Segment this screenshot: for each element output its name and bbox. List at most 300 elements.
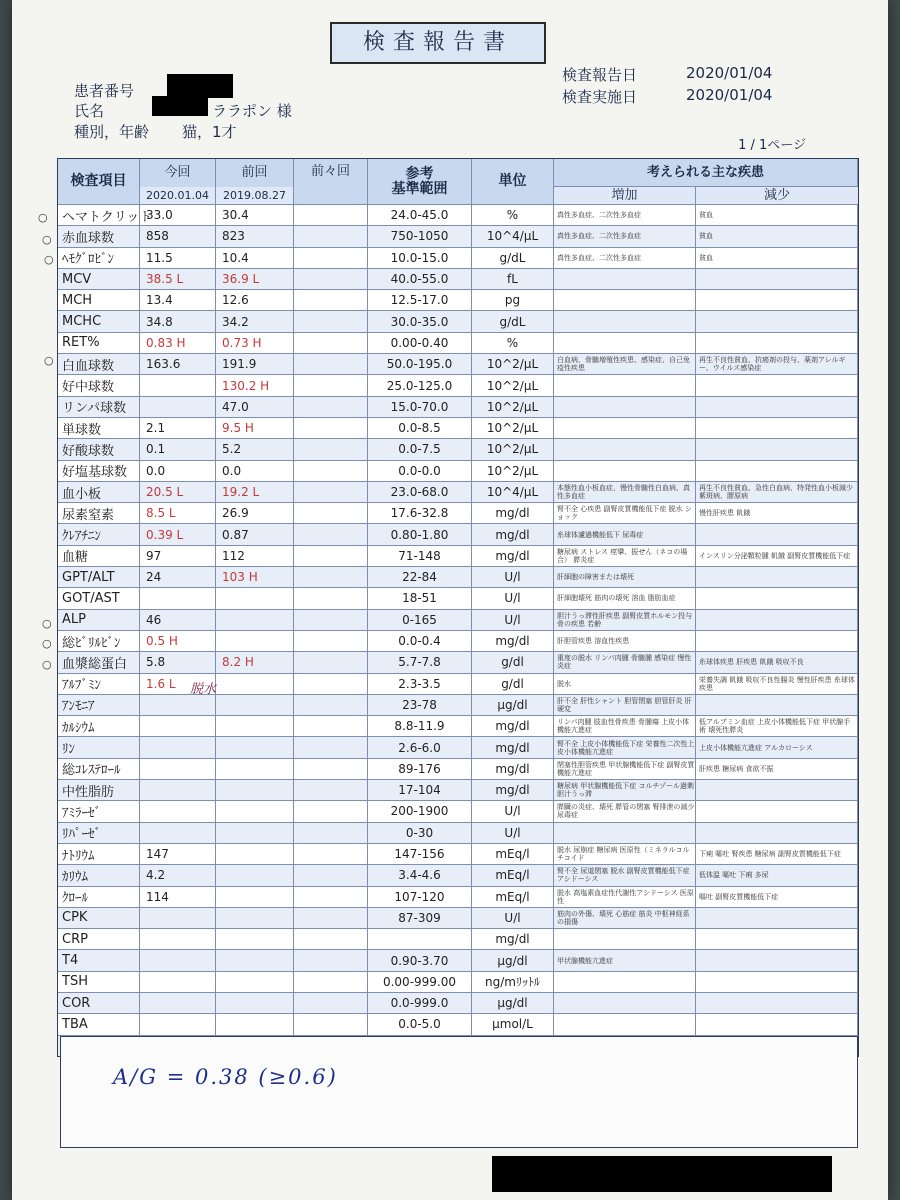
unit: mg/dl (472, 524, 554, 544)
current-value (140, 1014, 216, 1034)
table-row (58, 566, 858, 587)
current-value (140, 759, 216, 779)
decrease-diseases (696, 631, 858, 651)
reference-range: 0.0-999.0 (368, 993, 472, 1013)
table-row (58, 673, 858, 694)
reference-range: 200-1900 (368, 801, 472, 821)
previous-value: 8.2 H (216, 652, 294, 672)
before-previous-value (294, 716, 368, 736)
previous-value (216, 865, 294, 885)
previous-value (216, 972, 294, 992)
unit: g/dL (472, 248, 554, 268)
increase-diseases: 脱水 尿崩症 糖尿病 医原性（ミネラルコルチコイド (554, 844, 696, 864)
increase-diseases (554, 375, 696, 395)
reference-range: 0.80-1.80 (368, 524, 472, 544)
unit: mg/dl (472, 503, 554, 523)
current-value: 0.39 L (140, 524, 216, 544)
increase-diseases: 閉塞性胆管疾患 甲状腺機能低下症 副腎皮質機能亢進症 (554, 759, 696, 779)
table-row (58, 928, 858, 949)
test-name: ｱﾝﾓﾆｱ (58, 695, 140, 715)
decrease-diseases (696, 567, 858, 587)
previous-value (216, 993, 294, 1013)
current-value (140, 695, 216, 715)
table-row (58, 247, 858, 268)
previous-value (216, 695, 294, 715)
current-value: 38.5 L (140, 269, 216, 289)
reference-range: 750-1050 (368, 226, 472, 246)
current-value (140, 737, 216, 757)
reference-range: 15.0-70.0 (368, 397, 472, 417)
unit: pg (472, 290, 554, 310)
unit: U/l (472, 801, 554, 821)
test-name: 血小板 (58, 482, 140, 502)
decrease-diseases: インスリン分泌顆粒腫 飢餓 副腎皮質機能低下症 (696, 546, 858, 566)
reference-range: 12.5-17.0 (368, 290, 472, 310)
unit: U/l (472, 610, 554, 630)
table-row (58, 822, 858, 843)
current-value: 13.4 (140, 290, 216, 310)
increase-diseases (554, 972, 696, 992)
patient-no-label: 患者番号 (74, 82, 135, 100)
exam-date: 2020/01/04 (686, 86, 773, 104)
table-row (58, 864, 858, 885)
current-value (140, 908, 216, 928)
decrease-diseases (696, 780, 858, 800)
unit: mg/dl (472, 780, 554, 800)
before-previous-value (294, 418, 368, 438)
table-row (58, 268, 858, 289)
table-row (58, 971, 858, 992)
increase-diseases: 肝細胞の障害または壊死 (554, 567, 696, 587)
decrease-diseases (696, 397, 858, 417)
test-name: 好塩基球数 (58, 461, 140, 481)
reference-range: 0.0-8.5 (368, 418, 472, 438)
table-row (58, 460, 858, 481)
previous-value (216, 759, 294, 779)
previous-value (216, 737, 294, 757)
decrease-diseases (696, 418, 858, 438)
previous-value (216, 823, 294, 843)
table-row (58, 907, 858, 928)
decrease-diseases (696, 311, 858, 331)
before-previous-value (294, 503, 368, 523)
decrease-diseases: 慢性肝疾患 飢餓 (696, 503, 858, 523)
test-name: ALP (58, 610, 140, 630)
reference-range: 25.0-125.0 (368, 375, 472, 395)
previous-value (216, 908, 294, 928)
previous-value (216, 950, 294, 970)
test-name: ｶﾙｼｳﾑ (58, 716, 140, 736)
table-row (58, 417, 858, 438)
before-previous-value (294, 333, 368, 353)
increase-diseases: 胆汁うっ滞性肝疾患 副腎皮質ホルモン投与 骨の疾患 若齢 (554, 610, 696, 630)
current-value: 114 (140, 887, 216, 907)
reference-range (368, 929, 472, 949)
unit: % (472, 205, 554, 225)
before-previous-value (294, 205, 368, 225)
increase-diseases (554, 461, 696, 481)
test-name: ｱﾙﾌﾞﾐﾝ (58, 674, 140, 694)
before-previous-value (294, 461, 368, 481)
table-row (58, 630, 858, 651)
decrease-diseases (696, 993, 858, 1013)
header-disease: 考えられる主な疾患 (554, 159, 858, 187)
table-row (58, 694, 858, 715)
current-value: 97 (140, 546, 216, 566)
test-name: GOT/AST (58, 588, 140, 608)
decrease-diseases (696, 290, 858, 310)
increase-diseases (554, 993, 696, 1013)
increase-diseases: 糖尿病 ストレス 痙攣、振せん（ネコの場合） 膵炎症 (554, 546, 696, 566)
header-previous-date: 2019.08.27 (216, 187, 294, 204)
previous-value: 10.4 (216, 248, 294, 268)
decrease-diseases: 低アルブミン血症 上皮小体機能低下症 甲状腺手術 壊死性膵炎 (696, 716, 858, 736)
decrease-diseases (696, 439, 858, 459)
previous-value (216, 674, 294, 694)
previous-value (216, 844, 294, 864)
reference-range: 0-30 (368, 823, 472, 843)
previous-value (216, 610, 294, 630)
before-previous-value (294, 290, 368, 310)
current-value (140, 588, 216, 608)
test-name: CPK (58, 908, 140, 928)
previous-value: 34.2 (216, 311, 294, 331)
previous-value: 5.2 (216, 439, 294, 459)
decrease-diseases (696, 269, 858, 289)
previous-value: 191.9 (216, 354, 294, 374)
increase-diseases: 糸球体濾過機能低下 尿毒症 (554, 524, 696, 544)
reference-range: 17-104 (368, 780, 472, 800)
increase-diseases: 真性多血症、二次性多血症 (554, 248, 696, 268)
table-body (58, 204, 858, 1056)
previous-value (216, 780, 294, 800)
decrease-diseases: 嘔吐 副腎皮質機能低下症 (696, 887, 858, 907)
pen-circle-mark: ○ (42, 617, 52, 630)
table-row (58, 992, 858, 1013)
current-value: 11.5 (140, 248, 216, 268)
before-previous-value (294, 397, 368, 417)
test-name: GPT/ALT (58, 567, 140, 587)
decrease-diseases: 栄養失調 飢餓 吸収不良性腸炎 慢性肝疾患 糸球体疾患 (696, 674, 858, 694)
unit: ng/mﾘｯﾄﾙ (472, 972, 554, 992)
previous-value: 0.73 H (216, 333, 294, 353)
redaction-box (152, 96, 208, 116)
previous-value: 47.0 (216, 397, 294, 417)
before-previous-value (294, 567, 368, 587)
table-row (58, 609, 858, 630)
increase-diseases: 腎不全 上皮小体機能低下症 栄養性二次性上皮小体機能亢進症 (554, 737, 696, 757)
before-previous-value (294, 759, 368, 779)
reference-range: 0.00-999.00 (368, 972, 472, 992)
unit: μg/dl (472, 695, 554, 715)
increase-diseases: 肝不全 肝性シャント 胆管閉塞 胆管肝炎 肝硬変 (554, 695, 696, 715)
decrease-diseases: 下痢 嘔吐 腎疾患 糖尿病 副腎皮質機能低下症 (696, 844, 858, 864)
test-name: MCHC (58, 311, 140, 331)
unit: mg/dl (472, 737, 554, 757)
reference-range: 89-176 (368, 759, 472, 779)
increase-diseases: 糖尿病 甲状腺機能低下症 コルチゾール過剰 胆汁うっ滞 (554, 780, 696, 800)
decrease-diseases (696, 588, 858, 608)
table-row (58, 587, 858, 608)
header-decrease: 減少 (763, 187, 790, 203)
previous-value: 823 (216, 226, 294, 246)
unit: 10^4/μL (472, 226, 554, 246)
reference-range: 40.0-55.0 (368, 269, 472, 289)
test-name: 血糖 (58, 546, 140, 566)
current-value: 1.6 L (140, 674, 216, 694)
test-name: 血漿総蛋白 (58, 652, 140, 672)
current-value: 8.5 L (140, 503, 216, 523)
table-row (58, 353, 858, 374)
header-increase: 増加 (554, 187, 696, 204)
pen-circle-mark: ○ (42, 233, 52, 246)
reference-range: 30.0-35.0 (368, 311, 472, 331)
header-before-previous: 前々回 (294, 159, 368, 204)
test-name: ﾘﾝ (58, 737, 140, 757)
previous-value: 0.0 (216, 461, 294, 481)
before-previous-value (294, 652, 368, 672)
current-value: 20.5 L (140, 482, 216, 502)
unit: 10^2/μL (472, 354, 554, 374)
current-value: 5.8 (140, 652, 216, 672)
test-name: 単球数 (58, 418, 140, 438)
reference-range: 22-84 (368, 567, 472, 587)
current-value: 46 (140, 610, 216, 630)
reference-range: 0.0-7.5 (368, 439, 472, 459)
test-name: MCV (58, 269, 140, 289)
previous-value (216, 887, 294, 907)
decrease-diseases: 上皮小体機能亢進症 アルカローシス (696, 737, 858, 757)
decrease-diseases: 貧血 (696, 226, 858, 246)
header-previous: 前回 (216, 159, 294, 187)
report-date-label: 検査報告日 (562, 66, 638, 84)
page-number: 1 / 1ページ (738, 138, 806, 153)
before-previous-value (294, 908, 368, 928)
decrease-diseases (696, 823, 858, 843)
test-name: TBA (58, 1014, 140, 1034)
unit: μg/dl (472, 950, 554, 970)
unit: mg/dl (472, 716, 554, 736)
reference-range: 71-148 (368, 546, 472, 566)
reference-range: 8.8-11.9 (368, 716, 472, 736)
reference-range: 5.7-7.8 (368, 652, 472, 672)
test-name: ﾍﾓｸﾞﾛﾋﾞﾝ (58, 248, 140, 268)
unit: mg/dl (472, 546, 554, 566)
test-name: 総ｺﾚｽﾃﾛｰﾙ (58, 759, 140, 779)
header-item: 検査項目 (58, 159, 140, 204)
previous-value: 130.2 H (216, 375, 294, 395)
current-value (140, 716, 216, 736)
table-row (58, 204, 858, 225)
test-name: ｶﾘｳﾑ (58, 865, 140, 885)
reference-range: 0-165 (368, 610, 472, 630)
unit: mg/dl (472, 759, 554, 779)
reference-range: 3.4-4.6 (368, 865, 472, 885)
decrease-diseases (696, 1014, 858, 1034)
decrease-diseases (696, 375, 858, 395)
current-value (140, 972, 216, 992)
before-previous-value (294, 482, 368, 502)
unit: fL (472, 269, 554, 289)
unit: g/dl (472, 652, 554, 672)
reference-range: 0.00-0.40 (368, 333, 472, 353)
previous-value (216, 801, 294, 821)
test-name: COR (58, 993, 140, 1013)
current-value: 147 (140, 844, 216, 864)
before-previous-value (294, 524, 368, 544)
decrease-diseases (696, 610, 858, 630)
table-row (58, 545, 858, 566)
increase-diseases: 白血病、骨髄増殖性疾患、感染症、自己免疫性疾患 (554, 354, 696, 374)
species-value: 猫，1才 (182, 123, 237, 141)
redaction-box (492, 1156, 832, 1192)
increase-diseases (554, 311, 696, 331)
unit: 10^2/μL (472, 418, 554, 438)
unit: 10^2/μL (472, 461, 554, 481)
patient-name: ララポン 様 (212, 102, 292, 120)
decrease-diseases (696, 972, 858, 992)
current-value: 34.8 (140, 311, 216, 331)
increase-diseases: 腎不全 尿道閉塞 脱水 副腎皮質機能低下症 アシドーシス (554, 865, 696, 885)
header-reference: 参考 基準範囲 (368, 159, 472, 204)
increase-diseases: 真性多血症、二次性多血症 (554, 226, 696, 246)
previous-value (216, 929, 294, 949)
table-row (58, 886, 858, 907)
increase-diseases (554, 823, 696, 843)
test-name: MCH (58, 290, 140, 310)
current-value: 163.6 (140, 354, 216, 374)
unit: U/l (472, 588, 554, 608)
decrease-diseases: 貧血 (696, 205, 858, 225)
decrease-diseases: 肝疾患 糖尿病 食欲不振 (696, 759, 858, 779)
current-value: 0.0 (140, 461, 216, 481)
unit: mg/dl (472, 929, 554, 949)
table-row (58, 736, 858, 757)
reference-range: 2.3-3.5 (368, 674, 472, 694)
increase-diseases: 本態性血小板血症、慢性骨髄性白血病、真性多血症 (554, 482, 696, 502)
test-name: 総ﾋﾞﾘﾙﾋﾞﾝ (58, 631, 140, 651)
previous-value: 9.5 H (216, 418, 294, 438)
current-value (140, 929, 216, 949)
table-row (58, 310, 858, 331)
unit: 10^2/μL (472, 397, 554, 417)
table-row (58, 1013, 858, 1034)
unit: mEq/l (472, 865, 554, 885)
increase-diseases (554, 290, 696, 310)
reference-range: 0.90-3.70 (368, 950, 472, 970)
increase-diseases: 脱水 高塩素血症性代謝性アシドーシス 医原性 (554, 887, 696, 907)
decrease-diseases: 糸球体疾患 肝疾患 飢餓 吸収不良 (696, 652, 858, 672)
test-name: ﾘﾊﾟｰｾﾞ (58, 823, 140, 843)
current-value: 33.0 (140, 205, 216, 225)
table-row (58, 481, 858, 502)
unit: 10^2/μL (472, 439, 554, 459)
increase-diseases: 筋肉の外傷、壊死 心筋症 筋炎 中枢神経系の損傷 (554, 908, 696, 928)
current-value: 24 (140, 567, 216, 587)
before-previous-value (294, 248, 368, 268)
previous-value: 0.87 (216, 524, 294, 544)
reference-range: 107-120 (368, 887, 472, 907)
table-row (58, 289, 858, 310)
reference-range: 50.0-195.0 (368, 354, 472, 374)
before-previous-value (294, 269, 368, 289)
before-previous-value (294, 887, 368, 907)
previous-value (216, 588, 294, 608)
test-name: ｸﾛｰﾙ (58, 887, 140, 907)
increase-diseases (554, 929, 696, 949)
test-name: ｸﾚｱﾁﾆﾝ (58, 524, 140, 544)
previous-value (216, 716, 294, 736)
previous-value: 19.2 L (216, 482, 294, 502)
reference-range: 0.0-0.0 (368, 461, 472, 481)
test-name: リンパ球数 (58, 397, 140, 417)
decrease-diseases: 貧血 (696, 248, 858, 268)
pen-circle-mark: ○ (44, 253, 54, 266)
previous-value: 112 (216, 546, 294, 566)
current-value (140, 780, 216, 800)
reference-range: 2.6-6.0 (368, 737, 472, 757)
reference-range: 23.0-68.0 (368, 482, 472, 502)
reference-range: 18-51 (368, 588, 472, 608)
table-row (58, 396, 858, 417)
increase-diseases (554, 333, 696, 353)
report-date: 2020/01/04 (686, 64, 773, 82)
test-name: 赤血球数 (58, 226, 140, 246)
unit: g/dl (472, 674, 554, 694)
unit: μg/dl (472, 993, 554, 1013)
test-name: ｱﾐﾗｰｾﾞ (58, 801, 140, 821)
before-previous-value (294, 674, 368, 694)
test-name: RET% (58, 333, 140, 353)
unit: 10^2/μL (472, 375, 554, 395)
before-previous-value (294, 375, 368, 395)
header-current: 今回 (140, 159, 216, 187)
before-previous-value (294, 972, 368, 992)
test-name: T4 (58, 950, 140, 970)
increase-diseases: 甲状腺機能亢進症 (554, 950, 696, 970)
current-value: 858 (140, 226, 216, 246)
exam-date-label: 検査実施日 (562, 88, 638, 106)
unit: 10^4/μL (472, 482, 554, 502)
increase-diseases: リンパ肉腫 肢血性骨疾患 骨腫瘍 上皮小体機能亢進症 (554, 716, 696, 736)
before-previous-value (294, 865, 368, 885)
unit: U/l (472, 908, 554, 928)
increase-diseases: 脱水 (554, 674, 696, 694)
table-subheader (58, 187, 858, 204)
before-previous-value (294, 546, 368, 566)
test-name: TSH (58, 972, 140, 992)
table-row (58, 779, 858, 800)
test-name: 白血球数 (58, 354, 140, 374)
redaction-box (167, 74, 233, 98)
before-previous-value (294, 737, 368, 757)
current-value (140, 950, 216, 970)
reference-range: 23-78 (368, 695, 472, 715)
species-label: 種別，年齢 (74, 123, 150, 141)
decrease-diseases (696, 524, 858, 544)
before-previous-value (294, 1014, 368, 1034)
increase-diseases: 肝胆管疾患 溶血性疾患 (554, 631, 696, 651)
test-name: ﾅﾄﾘｳﾑ (58, 844, 140, 864)
pen-circle-mark: ○ (42, 658, 52, 671)
unit: % (472, 333, 554, 353)
before-previous-value (294, 311, 368, 331)
pen-circle-mark: ○ (42, 637, 52, 650)
table-row (58, 843, 858, 864)
current-value: 2.1 (140, 418, 216, 438)
previous-value (216, 631, 294, 651)
unit: mEq/l (472, 844, 554, 864)
